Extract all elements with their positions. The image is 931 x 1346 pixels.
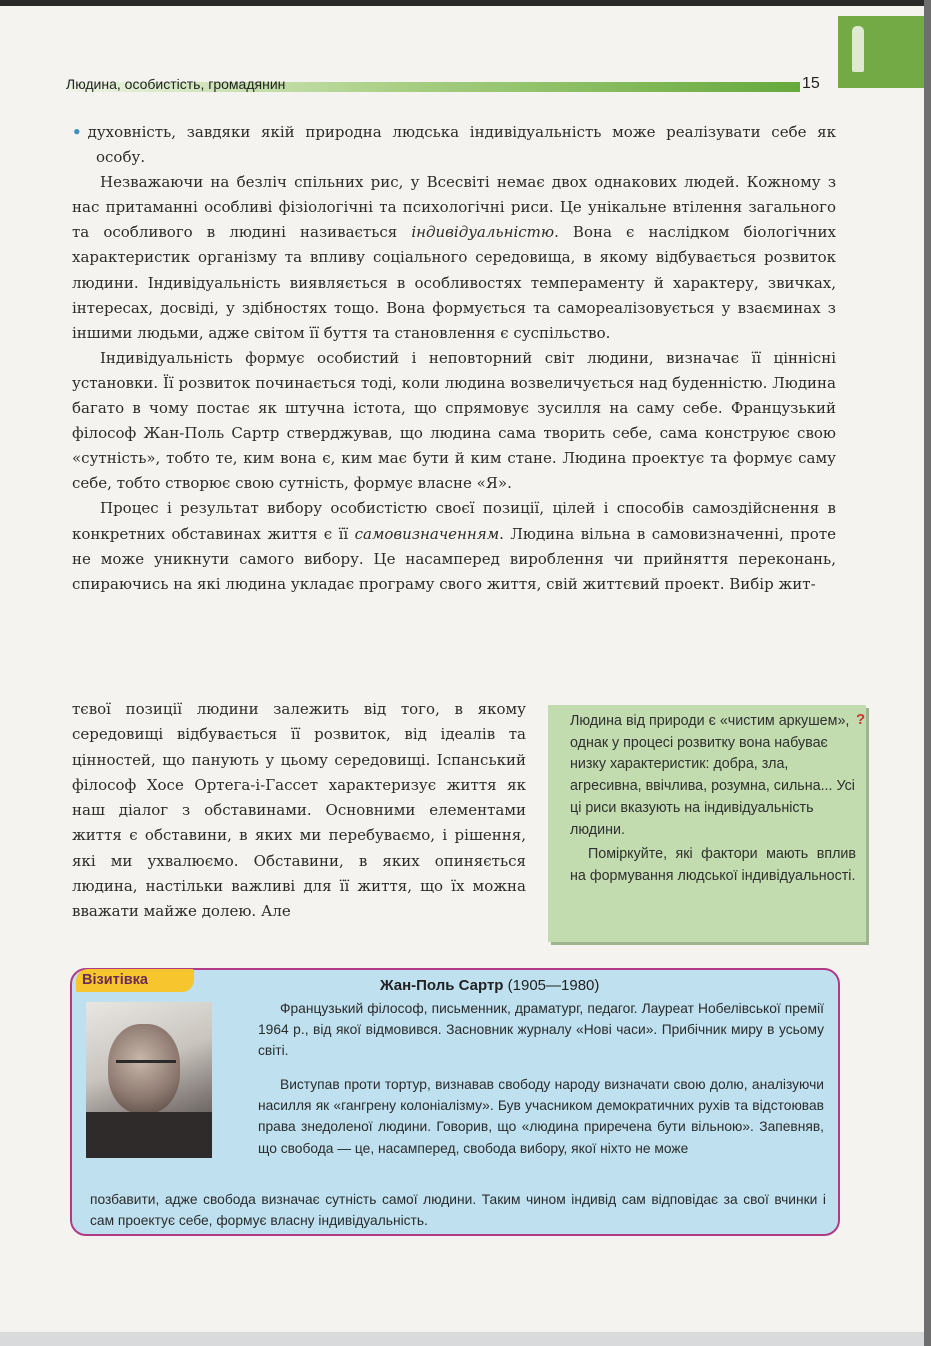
paragraph-continuation: тєвої позиції людини залежить від того, в якому середовищі відбувається її розвиток, від ідеалів та цінностей, що панують у цьому середовищі. Іспанський філософ Хосе Ортега-і-Гассет характеризує життя як наш діалог з обставинами. Основними елементами життя є обставини, в яких ми перебуваємо, і рішення, які ми ухвалюємо. Обставини, в яких опиняється людина, настільки важливі для її життя, що їх можна вважати майже долею. Але xyxy=(72,700,526,921)
question-mark-icon: ? xyxy=(856,711,866,728)
note-question: Поміркуйте, які фактори мають вплив на формування людської індивідуальності. xyxy=(570,846,856,884)
page-number: 15 xyxy=(802,75,820,92)
chapter-corner-tab xyxy=(838,16,924,88)
page-right-edge xyxy=(924,0,931,1346)
portrait-coat xyxy=(86,1112,212,1158)
main-text xyxy=(72,120,836,597)
intro-bullet-text: духовність, завдяки якій природна людська індивідуальність може реалізувати себе як особу. xyxy=(87,123,836,167)
bio-text-3: позбавити, адже свобода визначає сутність самої людини. Таким чином індивід сам відповідає за свої вчинки і сам проектує себе, формує власну індивідуальність. xyxy=(90,1192,826,1229)
person-years: (1905—1980) xyxy=(507,977,600,994)
p3-text-b: . Людина вільна в самовизначенні, проте не може уникнути самого вибору. Це насамперед вироблення чи прийняття переконань, спираючись на які людина укладає програму свого життя, свій життєвий проект. Вибір жит- xyxy=(72,524,836,593)
person-name: Жан-Поль Сартр xyxy=(380,977,504,994)
p3-text-a: Процес і результат вибору особистістю своєї позиції, цілей і способів самоздійснення в конкретних обставинах життя є її xyxy=(72,499,836,543)
sartre-portrait xyxy=(86,1002,212,1158)
card-title xyxy=(380,977,599,994)
paragraph-self-determination xyxy=(72,496,836,596)
p1-text-a: Незважаючи на безліч спільних рис, у Всесвіті немає двох однакових людей. Кожному з нас притаманні особливі фізіологічні та психологічні риси. Це унікальне втілення загального та особливого в людині називається xyxy=(72,173,836,242)
bio-text-1: Французький філософ, письменник, драматург, педагог. Лауреат Нобелівської премії 1964 р., від якої відмовився. Засновник журналу «Нові часи». Прибічник миру в усьому світі. xyxy=(258,1001,824,1059)
paragraph-sartre: Індивідуальність формує особистий і неповторний світ людини, визначає її ціннісні установки. Її розвиток починається тоді, коли людина возвеличується над буденністю. Людина багато в чому постає як штучна істота, що спрямовує зусилля на саму себе. Французький філософ Жан-Поль Сартр стверджував, що людина сама творить себе, сама конструює свою «сутність», тобто те, ким вона є, ким має бути й ким стане. Людина проектує та формує саму себе, тобто створює свою сутність, формує власне «Я». xyxy=(72,348,836,493)
bio-paragraph-3 xyxy=(90,1189,826,1231)
term-individuality: індивідуальністю xyxy=(411,223,555,242)
p1-text-b: . Вона є наслідком біологічних характеристик організму та впливу соціального середовища, в якому відбувається розвиток людини. Індивідуальність виявляється в особливостях темпераменту й характеру, звичках, інтересах, досвіді, у здібностях тощо. Вона формується та самореалізовується у взаєминах з іншими людьми, адже світом її буття та становлення є суспільство. xyxy=(72,223,836,342)
intro-bullet-item xyxy=(72,120,836,170)
term-self-determination: самовизначенням xyxy=(354,524,500,543)
bio-paragraph-2 xyxy=(258,1074,824,1159)
reflection-note-box xyxy=(548,705,866,942)
running-header xyxy=(66,75,826,97)
chapter-figure-icon xyxy=(852,26,864,72)
bio-paragraph-1 xyxy=(258,998,824,1062)
portrait-glasses xyxy=(116,1060,176,1075)
note-text: Людина від природи є «чистим аркушем», однак у процесі розвитку вона набуває низку характеристик: добра, зла, агресивна, ввічлива, розумна, сильна... Усі ці риси вказують на індивідуальність людини. xyxy=(570,713,855,838)
bullet-icon: • xyxy=(72,123,82,141)
paragraph-individuality xyxy=(72,170,836,346)
card-tab-label: Візитівка xyxy=(76,969,194,992)
bio-text-2: Виступав проти тортур, визнавав свободу народу визначати свою долю, аналізуючи насилля як «гангрену колоніалізму». Був учасником демократичних рухів та відстоював права знедоленої людини. Говорив, що «людина приречена бути вільною». Запевняв, що свобода — це, насамперед, свобода вибору, якої ніхто не може xyxy=(258,1077,824,1156)
header-title: Людина, особистість, громадянин xyxy=(66,76,286,92)
